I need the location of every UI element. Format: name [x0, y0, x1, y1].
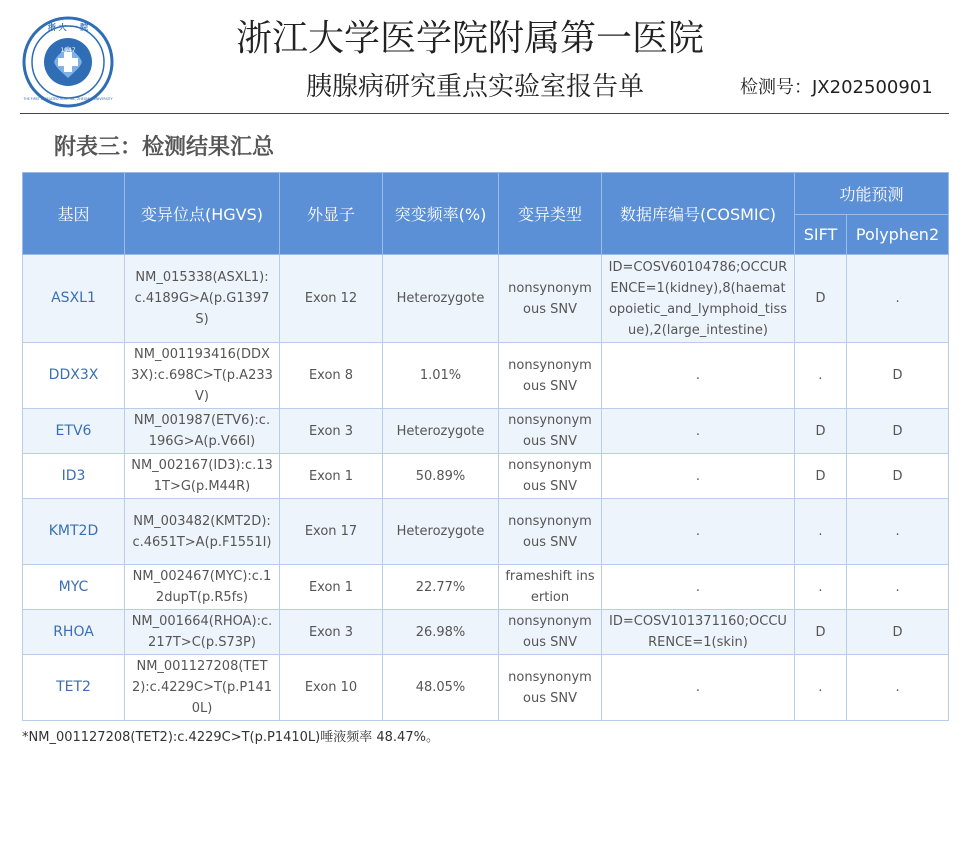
col-header-variant-type: 变异类型	[499, 173, 602, 255]
cell-variant-type: nonsynonymous SNV	[499, 655, 602, 721]
cell-gene: ETV6	[23, 409, 125, 454]
cell-exon: Exon 3	[280, 409, 383, 454]
cell-frequency: 22.77%	[383, 565, 499, 610]
col-header-cosmic: 数据库编号(COSMIC)	[602, 173, 795, 255]
cell-polyphen2: D	[847, 454, 949, 499]
cell-cosmic: ID=COSV60104786;OCCURENCE=1(kidney),8(haematopoietic_and_lymphoid_tissue),2(large_intestine)	[602, 255, 795, 343]
cell-variant-type: nonsynonymous SNV	[499, 499, 602, 565]
cell-sift: .	[795, 343, 847, 409]
cell-hgvs: NM_001987(ETV6):c.196G>A(p.V66I)	[125, 409, 280, 454]
cell-variant-type: nonsynonymous SNV	[499, 409, 602, 454]
table-row	[23, 499, 949, 565]
cell-cosmic: .	[602, 655, 795, 721]
table-row	[23, 655, 949, 721]
cell-exon: Exon 10	[280, 655, 383, 721]
cell-frequency: Heterozygote	[383, 255, 499, 343]
col-header-sift: SIFT	[795, 215, 847, 255]
report-number: 检测号：JX202500901	[740, 77, 933, 98]
header-divider	[20, 113, 949, 114]
cell-gene: ID3	[23, 454, 125, 499]
cell-hgvs: NM_002467(MYC):c.12dupT(p.R5fs)	[125, 565, 280, 610]
cell-cosmic: .	[602, 499, 795, 565]
hospital-name: 浙江大学医学院附属第一医院	[236, 18, 705, 59]
cell-hgvs: NM_002167(ID3):c.131T>G(p.M44R)	[125, 454, 280, 499]
cell-exon: Exon 1	[280, 454, 383, 499]
cell-frequency: Heterozygote	[383, 409, 499, 454]
cell-exon: Exon 12	[280, 255, 383, 343]
cell-cosmic: .	[602, 343, 795, 409]
cell-gene: RHOA	[23, 610, 125, 655]
col-header-gene: 基因	[23, 173, 125, 255]
table-row	[23, 343, 949, 409]
table-row	[23, 610, 949, 655]
col-header-polyphen2: Polyphen2	[847, 215, 949, 255]
cell-variant-type: nonsynonymous SNV	[499, 610, 602, 655]
cell-polyphen2: .	[847, 655, 949, 721]
cell-gene: MYC	[23, 565, 125, 610]
cell-variant-type: nonsynonymous SNV	[499, 343, 602, 409]
cell-gene: TET2	[23, 655, 125, 721]
cell-sift: .	[795, 655, 847, 721]
table-row	[23, 565, 949, 610]
cell-variant-type: nonsynonymous SNV	[499, 454, 602, 499]
cell-exon: Exon 17	[280, 499, 383, 565]
cell-exon: Exon 1	[280, 565, 383, 610]
cell-polyphen2: D	[847, 409, 949, 454]
cell-frequency: 50.89%	[383, 454, 499, 499]
cell-gene: ASXL1	[23, 255, 125, 343]
cell-frequency: Heterozygote	[383, 499, 499, 565]
hospital-logo	[22, 16, 114, 108]
cell-polyphen2: .	[847, 255, 949, 343]
results-table	[22, 172, 949, 721]
cell-cosmic: .	[602, 565, 795, 610]
cell-sift: .	[795, 499, 847, 565]
cell-sift: D	[795, 454, 847, 499]
cell-variant-type: nonsynonymous SNV	[499, 255, 602, 343]
cell-cosmic: .	[602, 454, 795, 499]
col-header-exon: 外显子	[280, 173, 383, 255]
cell-exon: Exon 8	[280, 343, 383, 409]
cell-variant-type: frameshift insertion	[499, 565, 602, 610]
logo-year: 1947	[60, 47, 76, 54]
cell-exon: Exon 3	[280, 610, 383, 655]
table-row	[23, 255, 949, 343]
cell-gene: DDX3X	[23, 343, 125, 409]
cell-sift: D	[795, 610, 847, 655]
col-header-frequency: 突变频率(%)	[383, 173, 499, 255]
table-row	[23, 409, 949, 454]
cell-sift: D	[795, 409, 847, 454]
logo-top-text: 浙 大 一 院	[47, 23, 89, 32]
cell-frequency: 26.98%	[383, 610, 499, 655]
footnote: *NM_001127208(TET2):c.4229C>T(p.P1410L)唾液频率 48.47%。	[22, 730, 439, 745]
col-header-hgvs: 变异位点(HGVS)	[125, 173, 280, 255]
cell-hgvs: NM_001193416(DDX3X):c.698C>T(p.A233V)	[125, 343, 280, 409]
cell-polyphen2: D	[847, 610, 949, 655]
cell-hgvs: NM_003482(KMT2D):c.4651T>A(p.F1551I)	[125, 499, 280, 565]
cell-sift: .	[795, 565, 847, 610]
cell-cosmic: .	[602, 409, 795, 454]
cell-hgvs: NM_001127208(TET2):c.4229C>T(p.P1410L)	[125, 655, 280, 721]
cell-polyphen2: .	[847, 499, 949, 565]
cell-hgvs: NM_001664(RHOA):c.217T>C(p.S73P)	[125, 610, 280, 655]
table-row	[23, 454, 949, 499]
cell-sift: D	[795, 255, 847, 343]
col-header-function-prediction: 功能预测	[795, 173, 949, 215]
cell-frequency: 1.01%	[383, 343, 499, 409]
logo-bottom-text: THE FIRST AFFILIATED HOSPITAL, ZHEJIANG UNIVERSITY	[23, 97, 113, 101]
report-title: 胰腺病研究重点实验室报告单	[306, 72, 645, 102]
cell-hgvs: NM_015338(ASXL1):c.4189G>A(p.G1397S)	[125, 255, 280, 343]
section-title: 附表三：检测结果汇总	[54, 135, 275, 160]
cell-polyphen2: .	[847, 565, 949, 610]
cell-cosmic: ID=COSV101371160;OCCURENCE=1(skin)	[602, 610, 795, 655]
cell-polyphen2: D	[847, 343, 949, 409]
cell-frequency: 48.05%	[383, 655, 499, 721]
cell-gene: KMT2D	[23, 499, 125, 565]
